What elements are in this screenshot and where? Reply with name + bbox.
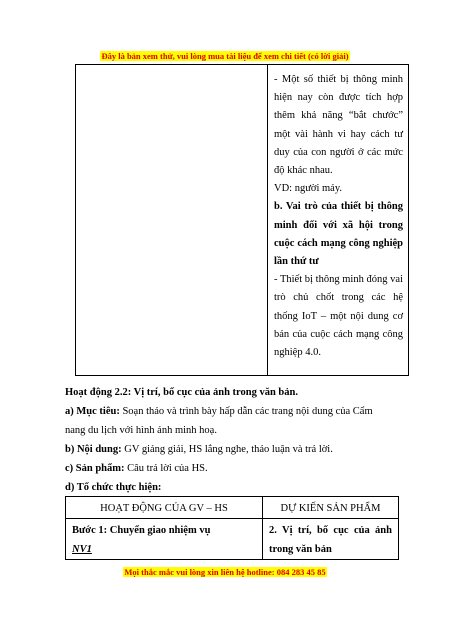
activity-section — [65, 383, 395, 497]
header-teacher-student: HOẠT ĐỘNG CỦA GV – HS — [66, 497, 263, 519]
product-text: Câu trả lời của HS. — [124, 463, 208, 474]
task1-label: NV1 — [72, 544, 92, 555]
goal-text: Soạn thảo và trình bày hấp dẫn các trang nội dung của Cẩm nang du lịch với hình ảnh minh hoạ. — [65, 406, 373, 436]
product-cell: 2. Vị trí, bố cục của ảnh trong văn bản — [263, 519, 399, 560]
content-text: GV giảng giải, HS lắng nghe, thảo luận và trả lời. — [121, 444, 333, 455]
organization-label: d) Tổ chức thực hiện: — [65, 482, 162, 493]
teacher-student-cell-empty — [76, 65, 268, 376]
header-expected-product: DỰ KIẾN SẢN PHẨM — [263, 497, 399, 519]
example-paragraph: VD: người máy. — [274, 183, 343, 195]
top-preview-banner — [0, 51, 450, 61]
activity-table — [65, 496, 399, 560]
content-line — [65, 440, 395, 459]
section-b-heading: b. Vai trò của thiết bị thông minh đối với xã hội trong cuộc cách mạng công nghiệp lần thứ tư — [274, 201, 403, 268]
product-label: c) Sản phẩm: — [65, 463, 125, 474]
bottom-contact-banner — [0, 567, 450, 577]
expected-product-cell — [268, 65, 409, 376]
step1-label: Bước 1: Chuyển giao nhiệm vụ — [72, 525, 211, 536]
iot-role-paragraph: - Thiết bị thông minh đóng vai trò chủ chốt trong các hệ thống IoT – một nội dung cơ bản của cuộc cách mạng công nghiệp 4.0. — [274, 274, 403, 359]
bottom-banner-text: Mọi thắc mắc vui lòng xin liên hệ hotline: 084 283 45 85 — [124, 567, 326, 577]
goal-line — [65, 402, 395, 440]
goal-label: a) Mục tiêu: — [65, 406, 120, 417]
content-label: b) Nội dung: — [65, 444, 122, 455]
activity-heading: Hoạt động 2.2: Vị trí, bố cục của ảnh trong văn bản. — [65, 387, 298, 398]
product-line — [65, 459, 395, 478]
step-cell — [66, 519, 263, 560]
top-banner-text: Đây là bản xem thử, vui lòng mua tài liệu để xem chi tiết (có lời giải) — [101, 51, 349, 61]
lesson-table-continued — [75, 64, 409, 376]
smart-device-imitation-paragraph: - Một số thiết bị thông minh hiện nay còn được tích hợp thêm khả năng “bắt chước” một vài hành vi hay cách tư duy của con người ở các mức độ khác nhau. — [274, 74, 403, 177]
